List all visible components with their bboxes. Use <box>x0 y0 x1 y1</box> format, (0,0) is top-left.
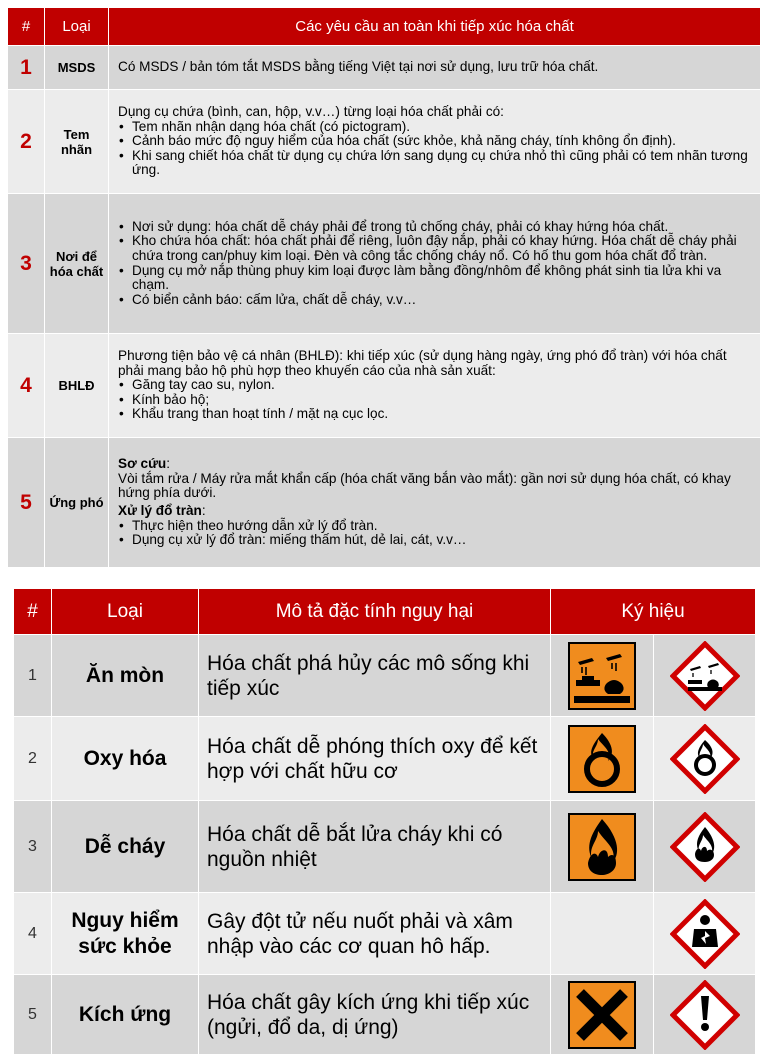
section-text: Vòi tắm rửa / Máy rửa mắt khẩn cấp (hóa chất văng bắn vào mắt): gần nơi sử dụng hóa chất, có khay hứng phía dưới. <box>118 470 731 501</box>
row-description: Hóa chất dễ bắt lửa cháy khi có nguồn nhiệt <box>199 801 551 893</box>
table-row <box>14 893 756 975</box>
old-symbol-cell-empty <box>551 893 654 975</box>
ghs-symbol-cell <box>654 975 756 1055</box>
header-category: Loại <box>45 8 109 46</box>
table-row <box>8 46 761 90</box>
row-number: 1 <box>14 635 52 717</box>
row-text <box>109 334 761 438</box>
header-description: Mô tả đặc tính nguy hại <box>199 589 551 635</box>
row-category: BHLĐ <box>45 334 109 438</box>
table-row <box>8 194 761 334</box>
list-item: • Nơi sử dụng: hóa chất dễ cháy phải để trong tủ chống cháy, phải có khay hứng hóa chất. <box>118 220 748 235</box>
table-row <box>8 438 761 568</box>
header-requirements: Các yêu cầu an toàn khi tiếp xúc hóa chất <box>109 8 761 46</box>
list-item: • Cảnh báo mức độ nguy hiểm của hóa chất (sức khỏe, khả năng cháy, tính không ổn định). <box>118 134 748 149</box>
header-category: Loại <box>52 589 199 635</box>
table-row <box>14 975 756 1055</box>
row-number: 5 <box>8 438 45 568</box>
row-category: Oxy hóa <box>52 717 199 801</box>
bullet-list <box>118 519 748 548</box>
row-number: 4 <box>14 893 52 975</box>
row-number: 1 <box>8 46 45 90</box>
bullet-list <box>118 120 748 178</box>
row-text <box>109 438 761 568</box>
table-row <box>14 635 756 717</box>
irritant-x-icon <box>568 981 636 1049</box>
ghs-symbol-cell <box>654 635 756 717</box>
list-item: • Găng tay cao su, nylon. <box>118 378 748 393</box>
section-title: Sơ cứu <box>118 456 167 472</box>
bullet-list <box>118 378 748 422</box>
row-number: 5 <box>14 975 52 1055</box>
header-number: # <box>8 8 45 46</box>
row-text <box>109 194 761 334</box>
table-row <box>8 334 761 438</box>
section-first-aid <box>118 457 748 472</box>
old-symbol-cell <box>551 975 654 1055</box>
row-number: 2 <box>14 717 52 801</box>
row-category: Dễ cháy <box>52 801 199 893</box>
list-item: • Thực hiện theo hướng dẫn xử lý đổ tràn. <box>118 519 748 534</box>
row-number: 3 <box>14 801 52 893</box>
list-item: • Khi sang chiết hóa chất từ dụng cụ chứa lớn sang dụng cụ chứa nhỏ thì cũng phải có tem nhãn tương ứng. <box>118 149 748 178</box>
row-intro: Dụng cụ chứa (bình, can, hộp, v.v…) từng loại hóa chất phải có: <box>118 104 504 120</box>
section-colon: : <box>201 503 206 518</box>
row-description: Hóa chất dễ phóng thích oxy để kết hợp với chất hữu cơ <box>199 717 551 801</box>
row-description: Hóa chất gây kích ứng khi tiếp xúc (ngửi, đổ da, dị ứng) <box>199 975 551 1055</box>
hazard-symbols-table <box>13 588 756 1055</box>
table-row <box>8 90 761 194</box>
table-header-row <box>8 8 761 46</box>
oxidizing-icon <box>568 725 636 793</box>
ghs-health-hazard-icon <box>670 899 740 969</box>
row-text: Có MSDS / bản tóm tắt MSDS bằng tiếng Việt tại nơi sử dụng, lưu trữ hóa chất. <box>109 46 761 90</box>
list-item: • Có biển cảnh báo: cấm lửa, chất dễ cháy, v.v… <box>118 293 748 308</box>
row-description: Hóa chất phá hủy các mô sống khi tiếp xúc <box>199 635 551 717</box>
old-symbol-cell <box>551 635 654 717</box>
table-header-row <box>14 589 756 635</box>
safety-requirements-table <box>7 7 761 568</box>
section-spill <box>118 504 748 519</box>
old-symbol-cell <box>551 801 654 893</box>
row-category: Nguy hiểm sức khỏe <box>52 893 199 975</box>
row-description: Gây đột tử nếu nuốt phải và xâm nhập vào các cơ quan hô hấp. <box>199 893 551 975</box>
section-title: Xử lý đổ tràn <box>118 503 202 518</box>
ghs-flame-over-circle-icon <box>670 724 740 794</box>
row-text <box>109 90 761 194</box>
row-number: 2 <box>8 90 45 194</box>
table-row <box>14 801 756 893</box>
ghs-symbol-cell <box>654 893 756 975</box>
header-number: # <box>14 589 52 635</box>
list-item: • Kính bảo hộ; <box>118 393 748 408</box>
row-category: Kích ứng <box>52 975 199 1055</box>
header-symbol: Ký hiệu <box>551 589 756 635</box>
row-category: Ứng phó <box>45 438 109 568</box>
flammable-icon <box>568 813 636 881</box>
list-item: • Tem nhãn nhận dạng hóa chất (có pictogram). <box>118 120 748 135</box>
row-category: MSDS <box>45 46 109 90</box>
list-item: • Dụng cụ mở nắp thùng phuy kim loại được làm bằng đồng/nhôm để không phát sinh tia lửa khi va chạm. <box>118 264 748 293</box>
row-intro: Phương tiện bảo vệ cá nhân (BHLĐ): khi tiếp xúc (sử dụng hàng ngày, ứng phó đổ tràn) với hóa chất phải mang bảo hộ phù hợp theo khuyến cáo của nhà sản xuất: <box>118 348 727 378</box>
row-category: Ăn mòn <box>52 635 199 717</box>
old-symbol-cell <box>551 717 654 801</box>
list-item: • Khẩu trang than hoạt tính / mặt nạ cục lọc. <box>118 407 748 422</box>
row-number: 3 <box>8 194 45 334</box>
bullet-list <box>118 220 748 308</box>
ghs-symbol-cell <box>654 801 756 893</box>
corrosive-icon <box>568 642 636 710</box>
ghs-flame-icon <box>670 812 740 882</box>
list-item: • Kho chứa hóa chất: hóa chất phải để riêng, luôn đậy nắp, phải có khay hứng. Hóa chất dễ cháy phải chứa trong can/phuy kim loại. Đèn và công tắc chống cháy nổ. Có hố thu gom hóa chất đổ tràn. <box>118 234 748 263</box>
row-category: Nơi để hóa chất <box>45 194 109 334</box>
list-item: • Dụng cụ xử lý đổ tràn: miếng thấm hút, dẻ lai, cát, v.v… <box>118 533 748 548</box>
ghs-symbol-cell <box>654 717 756 801</box>
ghs-corrosion-icon <box>670 641 740 711</box>
section-colon: : <box>166 456 170 472</box>
table-row <box>14 717 756 801</box>
ghs-exclamation-icon <box>670 980 740 1050</box>
row-category: Tem nhãn <box>45 90 109 194</box>
row-number: 4 <box>8 334 45 438</box>
